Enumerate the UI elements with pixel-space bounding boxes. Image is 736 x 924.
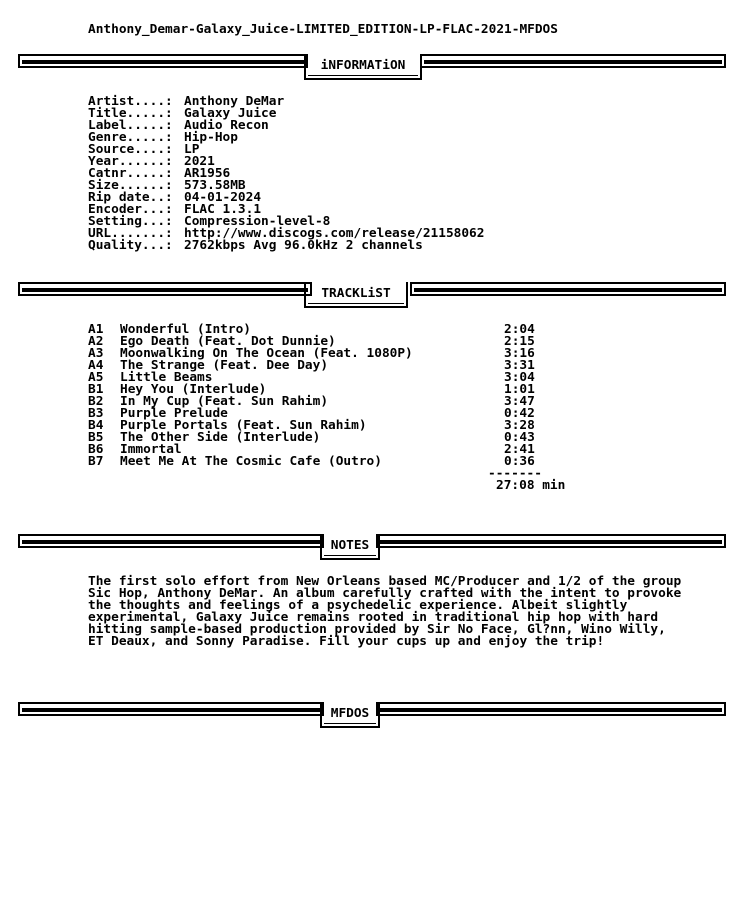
section-label-mfdos: MFDOS	[320, 702, 380, 728]
info-key: Catnr.....:	[88, 166, 173, 181]
info-key: URL.......:	[88, 226, 173, 241]
info-value: Audio Recon	[184, 118, 269, 133]
track-number: A1	[88, 322, 104, 337]
info-key: Genre.....:	[88, 130, 173, 145]
track-title: The Strange (Feat. Dee Day)	[120, 358, 329, 373]
info-value: LP	[184, 142, 200, 157]
track-number: B2	[88, 394, 104, 409]
track-title: Meet Me At The Cosmic Cafe (Outro)	[120, 454, 382, 469]
release-title: Anthony_Demar-Galaxy_Juice-LIMITED_EDITION-LP-FLAC-2021-MFDOS	[88, 22, 558, 37]
info-key: Artist....:	[88, 94, 173, 109]
bar-line-left	[18, 282, 312, 296]
notes-text: The first solo effort from New Orleans based MC/Producer and 1/2 of the group Sic Hop, Anthony DeMar. An album carefully crafted with the intent to provoke the thoughts and feelings of a psychedelic experience. Albeit slightly experimental, Galaxy Juice remains rooted in traditional hip hop with hard hitting sample-based production provided by Sir No Face, Gl?nn, Wino Willy, ET Deaux, and Sonny Paradise. Fill your cups up and enjoy the trip!	[88, 574, 682, 649]
track-time: 3:31	[504, 358, 535, 373]
track-number: B3	[88, 406, 104, 421]
track-number: A4	[88, 358, 104, 373]
track-time: 0:42	[504, 406, 535, 421]
track-title: Immortal	[120, 442, 182, 457]
info-key: Setting...:	[88, 214, 173, 229]
info-value: Compression-level-8	[184, 214, 331, 229]
information-list	[88, 96, 484, 252]
info-key: Size......:	[88, 178, 173, 193]
track-time: 2:04	[504, 322, 535, 337]
track-title: Ego Death (Feat. Dot Dunnie)	[120, 334, 336, 349]
info-key: Title.....:	[88, 106, 173, 121]
track-number: A2	[88, 334, 104, 349]
track-time: 3:28	[504, 418, 535, 433]
track-title: Moonwalking On The Ocean (Feat. 1080P)	[120, 346, 413, 361]
track-number: B1	[88, 382, 104, 397]
info-row	[88, 240, 484, 252]
track-number: A3	[88, 346, 104, 361]
track-number: B4	[88, 418, 104, 433]
section-label-information: iNFORMATiON	[304, 54, 422, 80]
track-number: A5	[88, 370, 104, 385]
section-bar-mfdos	[18, 702, 726, 728]
track-time: 0:43	[504, 430, 535, 445]
section-label-tracklist: TRACKLiST	[304, 282, 408, 308]
track-time: 2:15	[504, 334, 535, 349]
track-time: 2:41	[504, 442, 535, 457]
track-row	[88, 456, 535, 468]
info-value: Hip-Hop	[184, 130, 238, 145]
info-key: Source....:	[88, 142, 173, 157]
track-title: The Other Side (Interlude)	[120, 430, 321, 445]
info-value: http://www.discogs.com/release/21158062	[184, 226, 485, 241]
section-bar-notes	[18, 534, 726, 560]
bar-line-left	[18, 702, 324, 716]
bar-line-left	[18, 54, 308, 68]
track-title: Purple Portals (Feat. Sun Rahim)	[120, 418, 367, 433]
section-bar-information	[18, 54, 726, 80]
track-time: 3:04	[504, 370, 535, 385]
info-value: Galaxy Juice	[184, 106, 277, 121]
track-number: B7	[88, 454, 104, 469]
bar-line-left	[18, 534, 324, 548]
info-key: Encoder...:	[88, 202, 173, 217]
info-value: 573.58MB	[184, 178, 246, 193]
track-time: 0:36	[504, 454, 535, 469]
track-time: 3:47	[504, 394, 535, 409]
track-time: 1:01	[504, 382, 535, 397]
track-number: B6	[88, 442, 104, 457]
info-key: Rip date..:	[88, 190, 173, 205]
track-title: Purple Prelude	[120, 406, 228, 421]
total-time: 27:08 min	[496, 478, 566, 493]
track-title: Wonderful (Intro)	[120, 322, 251, 337]
bar-line-right	[420, 54, 726, 68]
info-key: Quality...:	[88, 238, 173, 253]
info-key: Year......:	[88, 154, 173, 169]
info-value: 04-01-2024	[184, 190, 262, 205]
section-label-notes: NOTES	[320, 534, 380, 560]
bar-line-right	[376, 534, 726, 548]
track-title: Hey You (Interlude)	[120, 382, 267, 397]
track-title: In My Cup (Feat. Sun Rahim)	[120, 394, 329, 409]
info-key: Label.....:	[88, 118, 173, 133]
bar-line-right	[410, 282, 726, 296]
info-value: FLAC 1.3.1	[184, 202, 262, 217]
info-value: Anthony DeMar	[184, 94, 285, 109]
info-value: 2021	[184, 154, 215, 169]
info-value: 2762kbps Avg 96.0kHz 2 channels	[184, 238, 423, 253]
info-value: AR1956	[184, 166, 231, 181]
total-divider: -------	[488, 466, 542, 481]
section-bar-tracklist	[18, 282, 726, 308]
track-title: Little Beams	[120, 370, 213, 385]
bar-line-right	[376, 702, 726, 716]
track-number: B5	[88, 430, 104, 445]
tracklist	[88, 324, 535, 468]
track-time: 3:16	[504, 346, 535, 361]
